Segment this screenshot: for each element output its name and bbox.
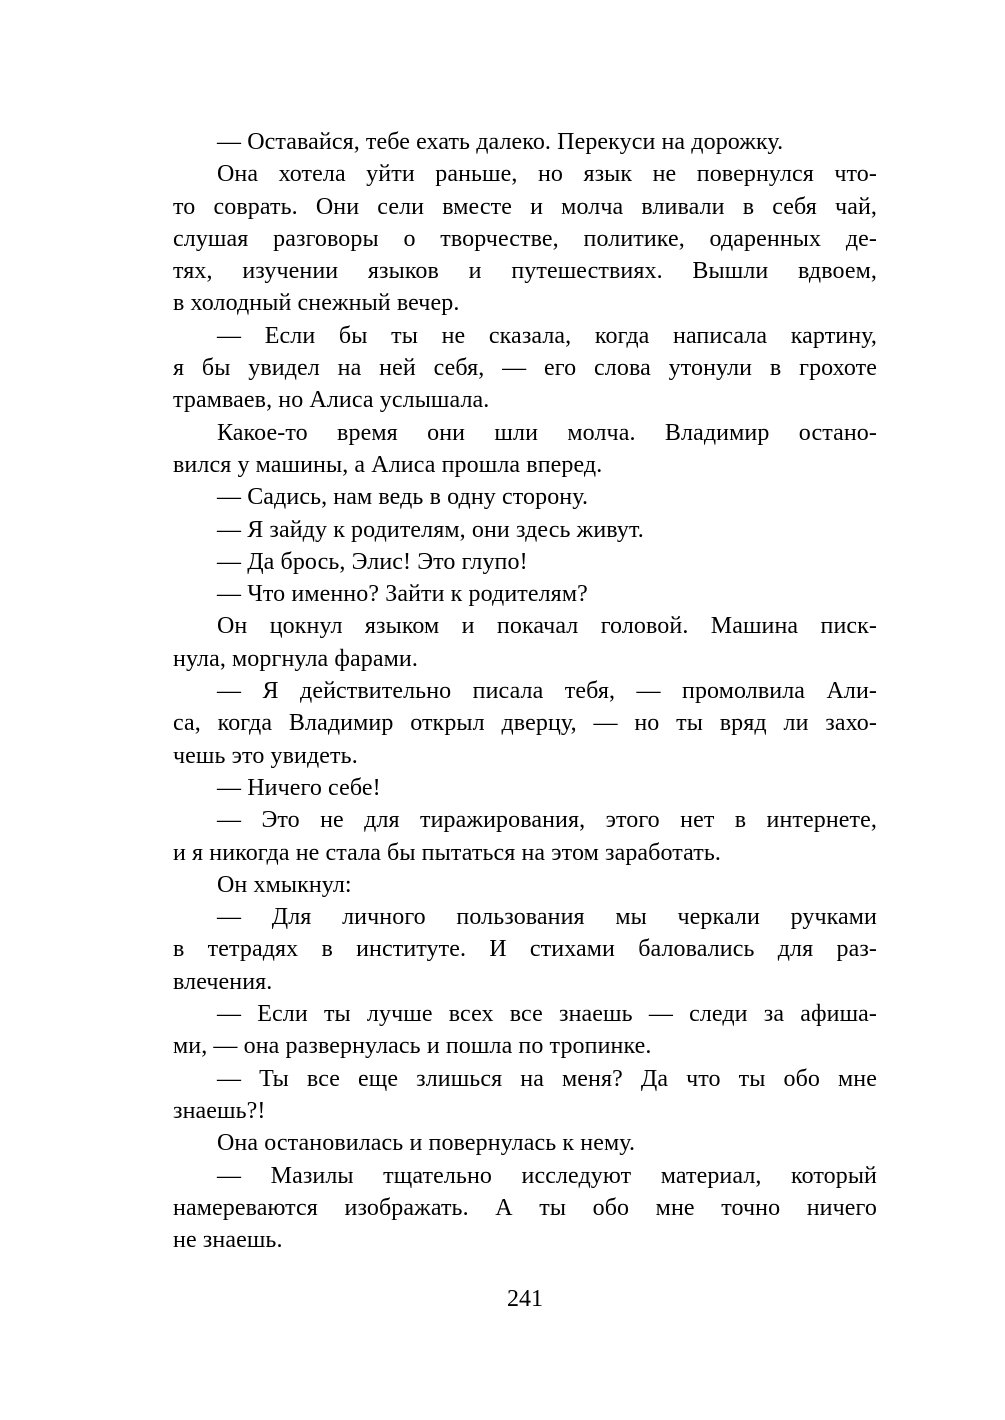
- paragraph: [173, 1160, 877, 1257]
- paragraph: [173, 578, 877, 610]
- text-line: вился у машины, а Алиса прошла вперед.: [173, 451, 603, 478]
- paragraph: [173, 546, 877, 578]
- text-line: Он цокнул языком и покачал головой. Машина писк-: [217, 613, 877, 640]
- text-line: не знаешь.: [173, 1227, 283, 1254]
- text-line: — Мазилы тщательно исследуют материал, который: [217, 1162, 877, 1189]
- paragraph: [173, 1063, 877, 1128]
- paragraph: [173, 514, 877, 546]
- text-line: ми, — она развернулась и пошла по тропинке.: [173, 1033, 652, 1060]
- text-line: и я никогда не стала бы пытаться на этом заработать.: [173, 839, 722, 866]
- text-line: — Садись, нам ведь в одну сторону.: [217, 484, 589, 511]
- paragraph: [173, 158, 877, 319]
- text-line: трамваев, но Алиса услышала.: [173, 387, 490, 414]
- text-line: — Ты все еще злишься на меня? Да что ты обо мне: [217, 1065, 877, 1092]
- text-line: Он хмыкнул:: [217, 871, 352, 898]
- text-line: в тетрадях в институте. И стихами баловались для раз-: [173, 936, 877, 963]
- text-line: в холодный снежный вечер.: [173, 290, 460, 317]
- paragraph: [173, 901, 877, 998]
- paragraph: [173, 320, 877, 417]
- text-line: слушая разговоры о творчестве, политике, одаренных де-: [173, 225, 877, 252]
- text-line: то соврать. Они сели вместе и молча вливали в себя чай,: [173, 193, 877, 220]
- paragraph: [173, 126, 877, 158]
- text-line: — Да брось, Элис! Это глупо!: [217, 548, 528, 575]
- text-line: знаешь?!: [173, 1097, 266, 1124]
- text-line: тях, изучении языков и путешествиях. Вышли вдвоем,: [173, 258, 877, 285]
- paragraph: [173, 417, 877, 482]
- text-line: — Что именно? Зайти к родителям?: [217, 581, 588, 608]
- text-line: — Я зайду к родителям, они здесь живут.: [217, 516, 644, 543]
- text-line: Она остановилась и повернулась к нему.: [217, 1130, 636, 1157]
- text-line: — Это не для тиражирования, этого нет в интернете,: [217, 807, 877, 834]
- paragraph: [173, 675, 877, 772]
- paragraph: [173, 481, 877, 513]
- text-line: нула, моргнула фарами.: [173, 645, 418, 672]
- text-line: чешь это увидеть.: [173, 742, 358, 769]
- text-line: Какое-то время они шли молча. Владимир остано-: [217, 419, 877, 446]
- paragraph: [173, 804, 877, 869]
- text-line: Она хотела уйти раньше, но язык не повернулся что-: [217, 161, 877, 188]
- text-line: намереваются изображать. А ты обо мне точно ничего: [173, 1194, 877, 1221]
- paragraph: [173, 869, 877, 901]
- text-line: — Если ты лучше всех все знаешь — следи за афиша-: [217, 1001, 877, 1028]
- paragraph: [173, 610, 877, 675]
- page-text: [173, 126, 877, 1256]
- text-line: — Оставайся, тебе ехать далеко. Перекуси на дорожку.: [217, 129, 784, 155]
- page-number: 241: [507, 1286, 543, 1312]
- paragraph: [173, 1127, 877, 1159]
- paragraph: [173, 998, 877, 1063]
- text-line: — Для личного пользования мы черкали ручками: [217, 904, 877, 931]
- text-line: влечения.: [173, 968, 273, 995]
- text-line: са, когда Владимир открыл дверцу, — но ты вряд ли захо-: [173, 710, 877, 737]
- text-line: — Если бы ты не сказала, когда написала картину,: [217, 322, 877, 349]
- paragraph: [173, 772, 877, 804]
- text-line: — Ничего себе!: [217, 774, 381, 801]
- text-line: — Я действительно писала тебя, — промолвила Али-: [217, 678, 877, 705]
- text-line: я бы увидел на ней себя, — его слова утонули в грохоте: [173, 355, 877, 382]
